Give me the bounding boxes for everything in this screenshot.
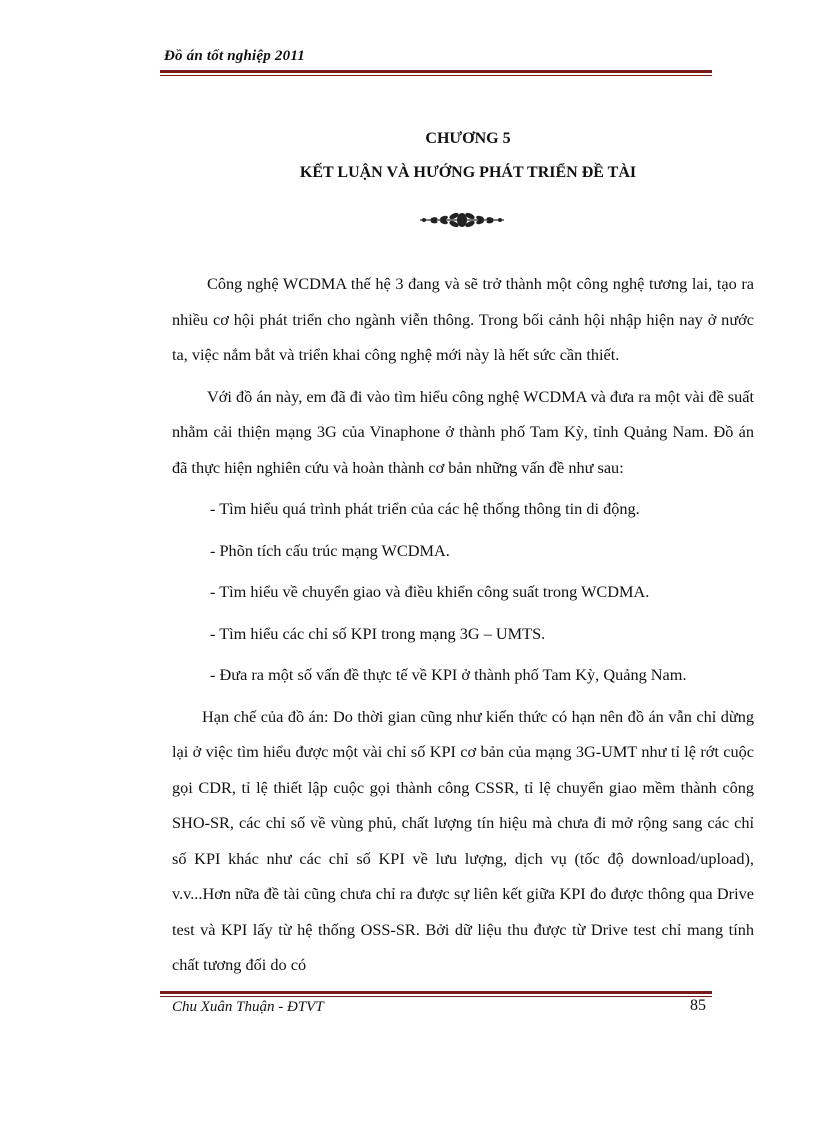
chapter-title: KẾT LUẬN VÀ HƯỚNG PHÁT TRIỂN ĐỀ TÀI: [299, 164, 637, 181]
ornament-icon: [412, 205, 512, 235]
list-item: - Tìm hiểu các chỉ số KPI trong mạng 3G – UMTS.: [210, 623, 546, 643]
list-item: - Đưa ra một số vấn đề thực tế về KPI ở thành phố Tam Kỳ, Quảng Nam.: [210, 665, 687, 684]
footer-author: Chu Xuân Thuận - ĐTVT: [172, 999, 324, 1015]
paragraph-limitations: Hạn chế của đồ án: Do thời gian cũng như kiến thức có hạn nên đồ án vẫn chỉ dừng lại ở việc tìm hiểu được một vài chỉ số KPI cơ bản của mạng 3G-UMT như tỉ lệ rớt cuộc gọi CDR, tỉ lệ thiết lập cuộc gọi thành công CSSR, tỉ lệ chuyển giao mềm thành công SHO-SR, các chỉ số về vùng phủ, chất lượng tín hiệu mà chưa đi mở rộng sang các chỉ số KPI khác như các chỉ số KPI về lưu lượng, dịch vụ (tốc độ download/upload), v.v...Hơn nữa đề tài cũng chưa chỉ ra được sự liên kết giữa KPI đo được thông qua Drive test và KPI lấy từ hệ thống OSS-SR. Bởi dữ liệu thu được từ Drive test chỉ mang tính chất tương đối do có: [172, 706, 754, 974]
paragraph-summary: Với đồ án này, em đã đi vào tìm hiểu công nghệ WCDMA và đưa ra một vài đề suất nhằm cải thiện mạng 3G của Vinaphone ở thành phố Tam Kỳ, tỉnh Quảng Nam. Đồ án đã thực hiện nghiên cứu và hoàn thành cơ bản những vấn đề như sau:: [172, 386, 754, 477]
chapter-body: [172, 266, 754, 983]
header-rule-thin: [160, 75, 712, 76]
list-item: - Tìm hiểu về chuyển giao và điều khiển công suất trong WCDMA.: [210, 582, 650, 601]
header-title: Đồ án tốt nghiệp 2011: [164, 48, 305, 64]
paragraph-intro: Công nghệ WCDMA thế hệ 3 đang và sẽ trở thành một công nghệ tương lai, tạo ra nhiều cơ hội phát triển cho ngành viễn thông. Trong bối cảnh hội nhập hiện nay ở nước ta, việc nắm bắt và triển khai công nghệ mới này là hết sức cần thiết.: [172, 274, 754, 364]
footer-rule-thin: [160, 996, 712, 997]
footer-rule: [160, 991, 712, 994]
header-rule: [160, 70, 712, 73]
list-item: - Tìm hiểu quá trình phát triển của các hệ thống thông tin di động.: [210, 499, 640, 518]
page-number: 85: [690, 997, 706, 1014]
chapter-number: CHƯƠNG 5: [425, 130, 511, 147]
list-item: - Phõn tích cấu trúc mạng WCDMA.: [210, 540, 450, 560]
